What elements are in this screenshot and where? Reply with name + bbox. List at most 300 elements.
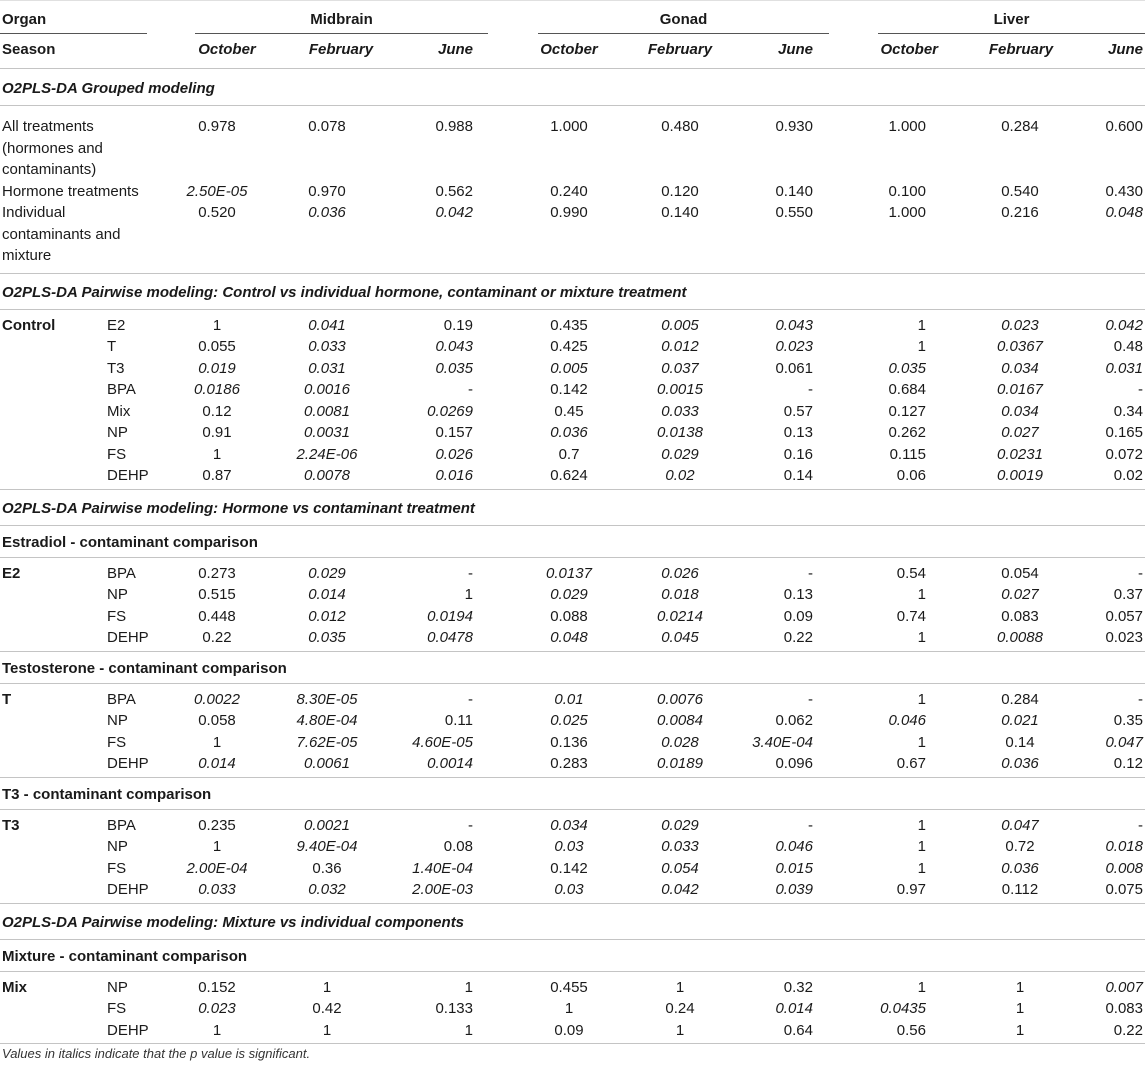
treatment-label: NP [107, 712, 128, 729]
value-cell: 0.054 [661, 859, 699, 877]
value-cell: 0.078 [308, 118, 346, 135]
value-cell: 0.54 [896, 564, 926, 582]
value-cell: 0.91 [202, 424, 232, 441]
block-end-rule [0, 903, 1145, 904]
value-cell: 0.033 [661, 838, 699, 855]
treatment-label: NP [107, 424, 128, 441]
value-cell: 0.026 [435, 445, 473, 463]
value-cell: 0.0138 [657, 424, 703, 441]
value-cell: 0.273 [198, 564, 236, 582]
value-cell: 0.0137 [546, 564, 592, 582]
value-cell: 0.03 [554, 838, 584, 855]
value-cell: 0.042 [1105, 316, 1143, 334]
value-cell: - [468, 564, 473, 582]
value-cell: 0.08 [443, 838, 473, 855]
block-subtitle: Testosterone - contaminant comparison [2, 659, 287, 677]
value-cell: 1 [917, 816, 926, 834]
treatment-label: BPA [107, 381, 136, 398]
value-cell: 0.029 [661, 816, 699, 834]
value-cell: 0.72 [1005, 838, 1035, 855]
value-cell: 0.67 [896, 755, 926, 772]
season-header-june: June [437, 41, 473, 58]
value-cell: 0.0186 [194, 381, 240, 398]
value-cell: 0.87 [202, 467, 232, 484]
value-cell: 0.09 [554, 1021, 584, 1039]
row-label: Individual contaminants and mixture [2, 204, 121, 264]
value-cell: 0.02 [1113, 467, 1143, 484]
treatment-label: FS [107, 607, 127, 625]
value-cell: 1 [464, 586, 473, 603]
treatment-label: T [107, 338, 117, 355]
value-cell: 1 [212, 838, 222, 855]
treatment-label: BPA [107, 690, 136, 708]
group-underline [538, 33, 829, 34]
value-cell: 1 [464, 1021, 473, 1039]
treatment-label: T3 [107, 359, 125, 377]
treatment-label: BPA [107, 816, 136, 834]
value-cell: 0.262 [888, 424, 926, 441]
value-cell: 1 [917, 316, 926, 334]
value-cell: 0.075 [1105, 881, 1143, 898]
value-cell: 1 [917, 586, 926, 603]
block-subtitle: Mixture - contaminant comparison [2, 947, 248, 965]
value-cell: 0.025 [550, 712, 588, 729]
value-cell: 0.0016 [304, 381, 350, 398]
value-cell: 1 [212, 445, 222, 463]
value-cell: 0.015 [775, 859, 813, 877]
value-cell: 0.7 [558, 445, 580, 463]
value-cell: 0.034 [1001, 402, 1039, 420]
value-cell: 0.988 [435, 118, 473, 135]
season-header-october: October [198, 41, 256, 58]
value-cell: 0.035 [435, 359, 473, 377]
value-cell: 0.0269 [427, 402, 473, 420]
organ-group-gonad: Gonad [659, 11, 708, 28]
value-cell: 0.133 [435, 1000, 473, 1017]
value-cell: - [1138, 564, 1143, 582]
treatment-label: NP [107, 586, 128, 603]
value-cell: - [468, 816, 473, 834]
value-cell: 0.284 [1001, 118, 1039, 135]
value-cell: 0.284 [1001, 690, 1039, 708]
value-cell: 0.031 [308, 359, 346, 377]
value-cell: 0.22 [202, 629, 232, 646]
value-cell: 0.036 [550, 424, 588, 441]
value-cell: 1 [675, 978, 685, 996]
value-cell: 2.00E-03 [412, 881, 473, 898]
treatment-label: FS [107, 445, 127, 463]
treatment-label: NP [107, 838, 128, 855]
section-rule [0, 309, 1145, 310]
value-cell: 0.021 [1001, 712, 1039, 729]
value-cell: 0.0367 [997, 338, 1043, 355]
value-cell: 0.0022 [194, 690, 240, 708]
value-cell: 0.005 [550, 359, 588, 377]
value-cell: 0.031 [1105, 359, 1143, 377]
value-cell: 0.970 [308, 182, 346, 200]
value-cell: 0.014 [775, 1000, 813, 1017]
value-cell: 0.430 [1105, 182, 1143, 200]
value-cell: 0.448 [198, 607, 236, 625]
value-cell: 0.930 [775, 118, 813, 135]
treatment-label: FS [107, 733, 127, 751]
value-cell: 0.14 [1005, 733, 1035, 751]
value-cell: 0.24 [665, 1000, 695, 1017]
block-subtitle: Estradiol - contaminant comparison [2, 533, 258, 551]
value-cell: - [468, 381, 473, 398]
section-title: O2PLS-DA Pairwise modeling: Mixture vs individual components [2, 913, 465, 931]
value-cell: 0.0084 [657, 712, 703, 729]
value-cell: 0.48 [1113, 338, 1143, 355]
section-rule [0, 525, 1145, 526]
value-cell: 0.142 [550, 859, 588, 877]
value-cell: 0.0061 [304, 755, 350, 772]
value-cell: 0.64 [783, 1021, 813, 1039]
value-cell: 0.043 [775, 316, 813, 334]
value-cell: 0.054 [1001, 564, 1039, 582]
value-cell: 2.00E-04 [186, 859, 248, 877]
block-end-rule [0, 489, 1145, 490]
value-cell: 2.50E-05 [186, 182, 248, 200]
value-cell: 0.023 [1001, 316, 1039, 334]
value-cell: 0.043 [435, 338, 473, 355]
value-cell: 0.12 [202, 402, 232, 420]
value-cell: 0.112 [1001, 881, 1039, 898]
value-cell: 0.165 [1105, 424, 1143, 441]
treatment-label: FS [107, 859, 127, 877]
value-cell: 0.235 [198, 816, 236, 834]
treatment-label: E2 [107, 316, 126, 334]
block-end-rule [0, 777, 1145, 778]
value-cell: 1 [917, 838, 926, 855]
value-cell: 0.057 [1105, 607, 1143, 625]
value-cell: 0.016 [435, 467, 473, 484]
value-cell: 1 [1015, 978, 1025, 996]
season-header-june: June [777, 41, 813, 58]
value-cell: 0.048 [1105, 204, 1143, 221]
value-cell: 0.100 [888, 182, 926, 200]
season-header-june: June [1107, 41, 1143, 58]
value-cell: 0.140 [775, 182, 813, 200]
value-cell: 0.978 [198, 118, 236, 135]
value-cell: 1 [212, 733, 222, 751]
value-cell: 1 [212, 1021, 222, 1039]
value-cell: 0.216 [1001, 204, 1039, 221]
footnote: Values in italics indicate that the p value is significant. [2, 1046, 311, 1061]
value-cell: 0.140 [661, 204, 699, 221]
value-cell: 0.455 [550, 978, 588, 996]
top-rule [0, 0, 1145, 1]
value-cell: 0.029 [308, 564, 346, 582]
value-cell: 0.033 [661, 402, 699, 420]
value-cell: 0.34 [1113, 402, 1143, 420]
value-cell: 0.11 [444, 712, 473, 729]
treatment-label: DEHP [107, 755, 149, 772]
value-cell: 0.09 [783, 607, 813, 625]
organ-group-midbrain: Midbrain [310, 11, 373, 28]
value-cell: 1 [322, 1021, 332, 1039]
value-cell: 0.13 [783, 586, 813, 603]
value-cell: 2.24E-06 [296, 445, 358, 463]
value-cell: 1 [917, 859, 926, 877]
value-cell: 0.037 [661, 359, 699, 377]
value-cell: 0.57 [783, 402, 813, 420]
value-cell: 0.008 [1105, 859, 1143, 877]
value-cell: 4.60E-05 [412, 733, 473, 751]
value-cell: - [808, 690, 813, 708]
block-label: Mix [2, 978, 28, 996]
organ-header: Organ [2, 11, 47, 28]
section-title: O2PLS-DA Pairwise modeling: Hormone vs contaminant treatment [2, 499, 475, 517]
value-cell: 0.45 [554, 402, 584, 420]
value-cell: 0.120 [661, 182, 699, 200]
value-cell: 0.0189 [657, 755, 703, 772]
value-cell: 0.055 [198, 338, 236, 355]
value-cell: 0.033 [308, 338, 346, 355]
value-cell: 1 [917, 733, 926, 751]
section-title: O2PLS-DA Pairwise modeling: Control vs individual hormone, contaminant or mixture treatment [2, 283, 687, 301]
value-cell: 0.684 [888, 381, 926, 398]
value-cell: 1 [564, 1000, 574, 1017]
value-cell: 0.19 [443, 316, 473, 334]
value-cell: 0.023 [198, 1000, 236, 1017]
value-cell: 0.0014 [427, 755, 473, 772]
value-cell: 0.045 [661, 629, 699, 646]
value-cell: - [808, 381, 813, 398]
value-cell: 1 [917, 978, 926, 996]
season-header-february: February [308, 41, 374, 58]
value-cell: 0.007 [1105, 978, 1143, 996]
value-cell: 0.0076 [657, 690, 703, 708]
value-cell: 0.515 [198, 586, 236, 603]
value-cell: 0.22 [1113, 1021, 1143, 1039]
value-cell: 1 [917, 690, 926, 708]
value-cell: 0.540 [1001, 182, 1039, 200]
subtitle-rule [0, 557, 1145, 558]
value-cell: 0.046 [775, 838, 813, 855]
value-cell: 1 [212, 316, 222, 334]
organ-group-liver: Liver [993, 11, 1030, 28]
value-cell: 0.088 [550, 607, 588, 625]
value-cell: 9.40E-04 [296, 838, 358, 855]
treatment-label: DEHP [107, 467, 149, 484]
value-cell: 0.039 [775, 881, 813, 898]
value-cell: 0.032 [308, 881, 346, 898]
value-cell: 0.240 [550, 182, 588, 200]
value-cell: 0.12 [1113, 755, 1143, 772]
value-cell: 0.02 [665, 467, 695, 484]
value-cell: 0.083 [1001, 607, 1039, 625]
treatment-label: DEHP [107, 881, 149, 898]
section-end-rule [0, 273, 1145, 274]
value-cell: 0.028 [661, 733, 699, 751]
value-cell: 0.480 [661, 118, 699, 135]
value-cell: 1.000 [550, 118, 588, 135]
value-cell: 0.35 [1113, 712, 1143, 729]
treatment-label: DEHP [107, 629, 149, 646]
value-cell: 0.01 [554, 690, 584, 708]
value-cell: 0.023 [775, 338, 813, 355]
value-cell: 0.0081 [304, 402, 350, 420]
value-cell: 0.027 [1001, 586, 1039, 603]
value-cell: 1 [917, 629, 926, 646]
value-cell: 0.0167 [997, 381, 1043, 398]
value-cell: - [468, 690, 473, 708]
value-cell: 0.058 [198, 712, 236, 729]
season-header-october: October [540, 41, 598, 58]
value-cell: 0.97 [896, 881, 926, 898]
block-label: E2 [2, 564, 21, 582]
value-cell: 0.012 [661, 338, 699, 355]
value-cell: 0.550 [775, 204, 813, 221]
value-cell: 0.0015 [657, 381, 703, 398]
value-cell: 0.127 [888, 402, 926, 420]
value-cell: 8.30E-05 [296, 690, 358, 708]
row-label: Hormone treatments [2, 182, 139, 200]
value-cell: 0.072 [1105, 445, 1143, 463]
value-cell: 0.0231 [997, 445, 1043, 463]
treatment-label: FS [107, 1000, 127, 1017]
block-end-rule [0, 1043, 1145, 1044]
value-cell: 1.000 [888, 204, 926, 221]
value-cell: 0.041 [308, 316, 346, 334]
value-cell: - [1138, 381, 1143, 398]
group-underline [878, 33, 1145, 34]
value-cell: 0.0194 [427, 607, 473, 625]
subtitle-rule [0, 683, 1145, 684]
value-cell: 0.014 [308, 586, 346, 603]
value-cell: 0.005 [661, 316, 699, 334]
value-cell: 0.029 [550, 586, 588, 603]
value-cell: 0.13 [783, 424, 813, 441]
value-cell: 0.023 [1105, 629, 1143, 646]
value-cell: 0.029 [661, 445, 699, 463]
treatment-label: NP [107, 978, 128, 996]
value-cell: 0.36 [312, 859, 342, 877]
value-cell: 1 [1015, 1000, 1025, 1017]
value-cell: 1 [917, 338, 926, 355]
value-cell: 0.142 [550, 381, 588, 398]
value-cell: 0.035 [888, 359, 926, 377]
value-cell: 0.034 [1001, 359, 1039, 377]
value-cell: 1 [1015, 1021, 1025, 1039]
value-cell: 0.990 [550, 204, 588, 221]
block-label: T3 [2, 816, 20, 834]
value-cell: - [808, 816, 813, 834]
value-cell: 0.034 [550, 816, 588, 834]
value-cell: 1 [322, 978, 332, 996]
value-cell: 0.047 [1001, 816, 1039, 834]
value-cell: 0.026 [661, 564, 699, 582]
value-cell: 0.0088 [997, 629, 1043, 646]
row-label: All treatments (hormones and contaminants) [2, 118, 103, 178]
block-subtitle: T3 - contaminant comparison [2, 785, 212, 803]
value-cell: 0.083 [1105, 1000, 1143, 1017]
treatment-label: BPA [107, 564, 136, 582]
value-cell: 7.62E-05 [296, 733, 358, 751]
value-cell: 0.036 [1001, 859, 1039, 877]
section-rule [0, 105, 1145, 106]
value-cell: 0.019 [198, 359, 236, 377]
value-cell: 0.520 [198, 204, 236, 221]
value-cell: 0.062 [775, 712, 813, 729]
value-cell: 0.435 [550, 316, 588, 334]
value-cell: 0.136 [550, 733, 588, 751]
value-cell: 0.16 [783, 445, 813, 463]
value-cell: 0.096 [775, 755, 813, 772]
value-cell: 0.048 [550, 629, 588, 646]
value-cell: 0.033 [198, 881, 236, 898]
value-cell: 0.0031 [304, 424, 350, 441]
value-cell: 1.40E-04 [412, 859, 473, 877]
value-cell: - [808, 564, 813, 582]
value-cell: 0.046 [888, 712, 926, 729]
value-cell: 0.152 [198, 978, 236, 996]
value-cell: 0.036 [1001, 755, 1039, 772]
season-header-february: February [988, 41, 1054, 58]
value-cell: 0.06 [896, 467, 926, 484]
value-cell: 0.03 [554, 881, 584, 898]
organ-underline [0, 33, 147, 34]
value-cell: 1 [675, 1021, 685, 1039]
value-cell: 0.74 [896, 607, 926, 625]
value-cell: 0.036 [308, 204, 346, 221]
value-cell: 0.0214 [657, 607, 703, 625]
value-cell: 0.014 [198, 755, 236, 772]
value-cell: 0.0478 [427, 629, 473, 646]
section-rule [0, 939, 1145, 940]
value-cell: 0.37 [1113, 586, 1143, 603]
value-cell: 0.061 [775, 359, 813, 377]
subtitle-rule [0, 809, 1145, 810]
header-rule [0, 68, 1145, 69]
value-cell: 0.14 [783, 467, 813, 484]
value-cell: 0.562 [435, 182, 473, 200]
value-cell: 0.042 [435, 204, 473, 221]
season-header-february: February [647, 41, 713, 58]
value-cell: 0.018 [661, 586, 699, 603]
value-cell: 4.80E-04 [296, 712, 358, 729]
value-cell: 0.600 [1105, 118, 1143, 135]
value-cell: 0.32 [783, 978, 813, 996]
value-cell: 0.0021 [304, 816, 350, 834]
value-cell: 0.035 [308, 629, 346, 646]
value-cell: 3.40E-04 [752, 733, 813, 751]
season-header: Season [2, 41, 56, 58]
value-cell: 0.042 [661, 881, 699, 898]
value-cell: 0.027 [1001, 424, 1039, 441]
section-title: O2PLS-DA Grouped modeling [2, 80, 215, 97]
value-cell: 0.0435 [880, 1000, 926, 1017]
value-cell: 0.425 [550, 338, 588, 355]
value-cell: - [1138, 690, 1143, 708]
subtitle-rule [0, 971, 1145, 972]
value-cell: 0.22 [783, 629, 813, 646]
value-cell: 0.42 [312, 1000, 342, 1017]
season-header-october: October [880, 41, 938, 58]
treatment-label: DEHP [107, 1021, 149, 1039]
value-cell: 0.047 [1105, 733, 1143, 751]
value-cell: 0.115 [889, 445, 926, 463]
treatment-label: Mix [107, 402, 131, 420]
value-cell: 0.283 [550, 755, 588, 772]
block-label: Control [2, 316, 56, 334]
value-cell: - [1138, 816, 1143, 834]
value-cell: 0.56 [896, 1021, 926, 1039]
value-cell: 0.624 [550, 467, 588, 484]
group-underline [195, 33, 488, 34]
value-cell: 0.012 [308, 607, 346, 625]
